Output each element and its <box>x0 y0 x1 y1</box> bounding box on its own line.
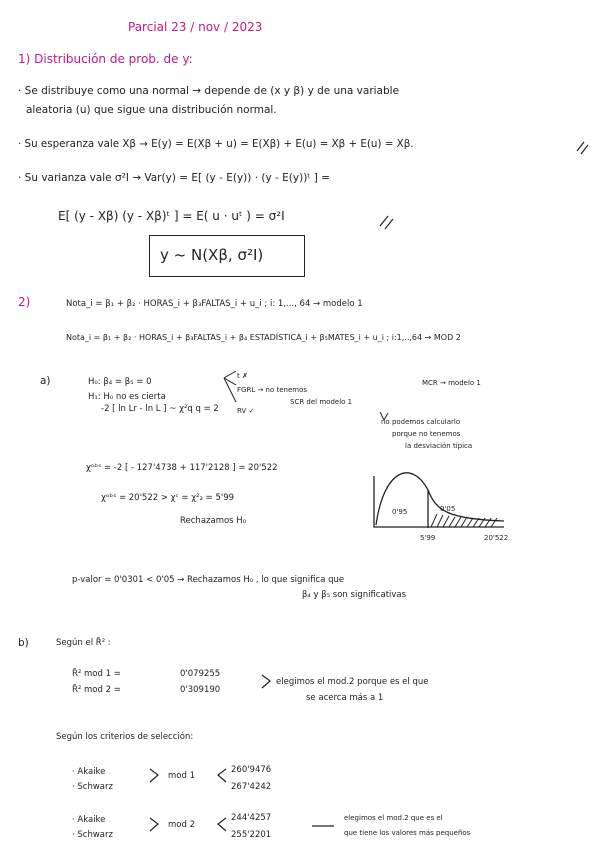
mod1-akaike-label: · Akaike <box>72 767 106 777</box>
area-095-label: 0'95 <box>392 508 408 516</box>
observed-value-label: 20'522 <box>484 534 509 542</box>
observed-vs-critical: χᵒᵇˢ = 20'522 > χᶜ = χ²₂ = 5'99 <box>101 493 235 503</box>
section1-bullet1-line2: aleatoria (u) que sigue una distribución normal. <box>26 104 277 116</box>
mod2-brace-left <box>150 818 158 831</box>
mcr-note-line2: porque no tenemos <box>392 430 461 438</box>
section1-bullet2: · Su esperanza vale Xβ → E(y) = E(Xβ + u) = E(Xβ) + E(u) = Xβ + E(u) = Xβ. <box>18 138 414 150</box>
lr-statistic: -2 [ ln Lr - ln L ] ~ χ²q q = 2 <box>101 404 219 414</box>
mod2-akaike-label: · Akaike <box>72 815 106 825</box>
mcr-note: MCR → modelo 1 <box>422 379 481 387</box>
mod2-label: mod 2 <box>168 820 195 830</box>
mcr-note-line1: no podemos calcularlo <box>381 418 461 426</box>
variance-line: E[ (y - Xβ) (y - Xβ)ᵗ ] = E( u · uᵗ ) = σ²I <box>58 209 285 223</box>
mod2-brace-right <box>218 818 226 831</box>
pvalue-line1: p-valor = 0'0301 < 0'05 → Rechazamos H₀ , lo que significa que <box>72 575 345 585</box>
mod2-schwarz-label: · Schwarz <box>72 830 113 840</box>
critical-value-label: 5'99 <box>420 534 436 542</box>
r2-choice-line2: se acerca más a 1 <box>306 693 384 703</box>
pvalue-line2: β₄ y β₅ son significativas <box>302 590 407 600</box>
section1-bullet1-line1: · Se distribuye como una normal → depende de (x y β) y de una variable <box>18 85 400 97</box>
reject-h0: Rechazamos H₀ <box>180 516 247 526</box>
mod2-schwarz-value: 255'2201 <box>231 830 272 840</box>
page-title: Parcial 23 / nov / 2023 <box>128 20 263 34</box>
r2-choice-line1: elegimos el mod.2 porque es el que <box>276 677 429 687</box>
test-fgrl: FGRL → no tenemos <box>237 386 308 394</box>
mod1-akaike-value: 260'9476 <box>231 765 272 775</box>
mod1-brace-left <box>150 769 158 782</box>
mod1-brace-right <box>218 769 226 782</box>
section1-heading: 1) Distribución de prob. de y: <box>18 52 193 66</box>
area-005-label: 0'05 <box>440 505 456 513</box>
mcr-note-line3: la desviación típica <box>405 442 473 450</box>
test-t: t ✗ <box>237 372 248 380</box>
part-b-heading: Según el R̄² : <box>56 638 111 648</box>
section2-number: 2) <box>18 295 31 309</box>
end-mark-2 <box>380 216 393 229</box>
test-brace <box>224 371 236 402</box>
model2-equation: Nota_i = β₁ + β₂ · HORAS_i + β₃FALTAS_i + β₄ ESTADÍSTICA_i + β₅MATES_i + u_i ; i:1,..,64 → MOD 2 <box>66 333 461 342</box>
mod1-label: mod 1 <box>168 771 195 781</box>
part-a-label: a) <box>40 375 51 387</box>
fgrl-note: SCR del modelo 1 <box>290 398 353 406</box>
alt-hypothesis: H₁: H₀ no es cierta <box>88 392 166 402</box>
mod1-schwarz-label: · Schwarz <box>72 782 113 792</box>
criteria-choice-line1: elegimos el mod.2 que es el <box>344 814 443 822</box>
observed-statistic-calc: χᵒᵇˢ = -2 [ - 127'4738 + 117'2128 ] = 20'522 <box>86 463 278 473</box>
section1-bullet3: · Su varianza vale σ²I → Var(y) = E[ (y - E(y)) · (y - E(y))ᵗ ] = <box>18 172 330 184</box>
mod1-schwarz-value: 267'4242 <box>231 782 272 792</box>
criteria-choice-line2: que tiene los valores más pequeños <box>344 829 471 837</box>
r2-brace <box>262 675 270 688</box>
mod2-akaike-value: 244'4257 <box>231 813 272 823</box>
part-b-label: b) <box>18 637 29 649</box>
model1-equation: Nota_i = β₁ + β₂ · HORAS_i + β₃FALTAS_i + u_i ; i: 1,..., 64 → modelo 1 <box>66 299 363 309</box>
r2-mod2-value: 0'309190 <box>180 685 221 695</box>
end-mark-1 <box>577 142 588 154</box>
test-rv: RV ✓ <box>237 407 255 415</box>
null-hypothesis: H₀: β₄ = β₅ = 0 <box>88 377 152 387</box>
r2-mod2-label: R̄² mod 2 = <box>72 685 121 695</box>
criteria-heading: Según los criterios de selección: <box>56 732 194 742</box>
r2-mod1-value: 0'079255 <box>180 669 221 679</box>
boxed-result: y ~ N(Xβ, σ²I) <box>160 246 264 264</box>
r2-mod1-label: R̄² mod 1 = <box>72 669 121 679</box>
note-arrow <box>380 412 388 420</box>
